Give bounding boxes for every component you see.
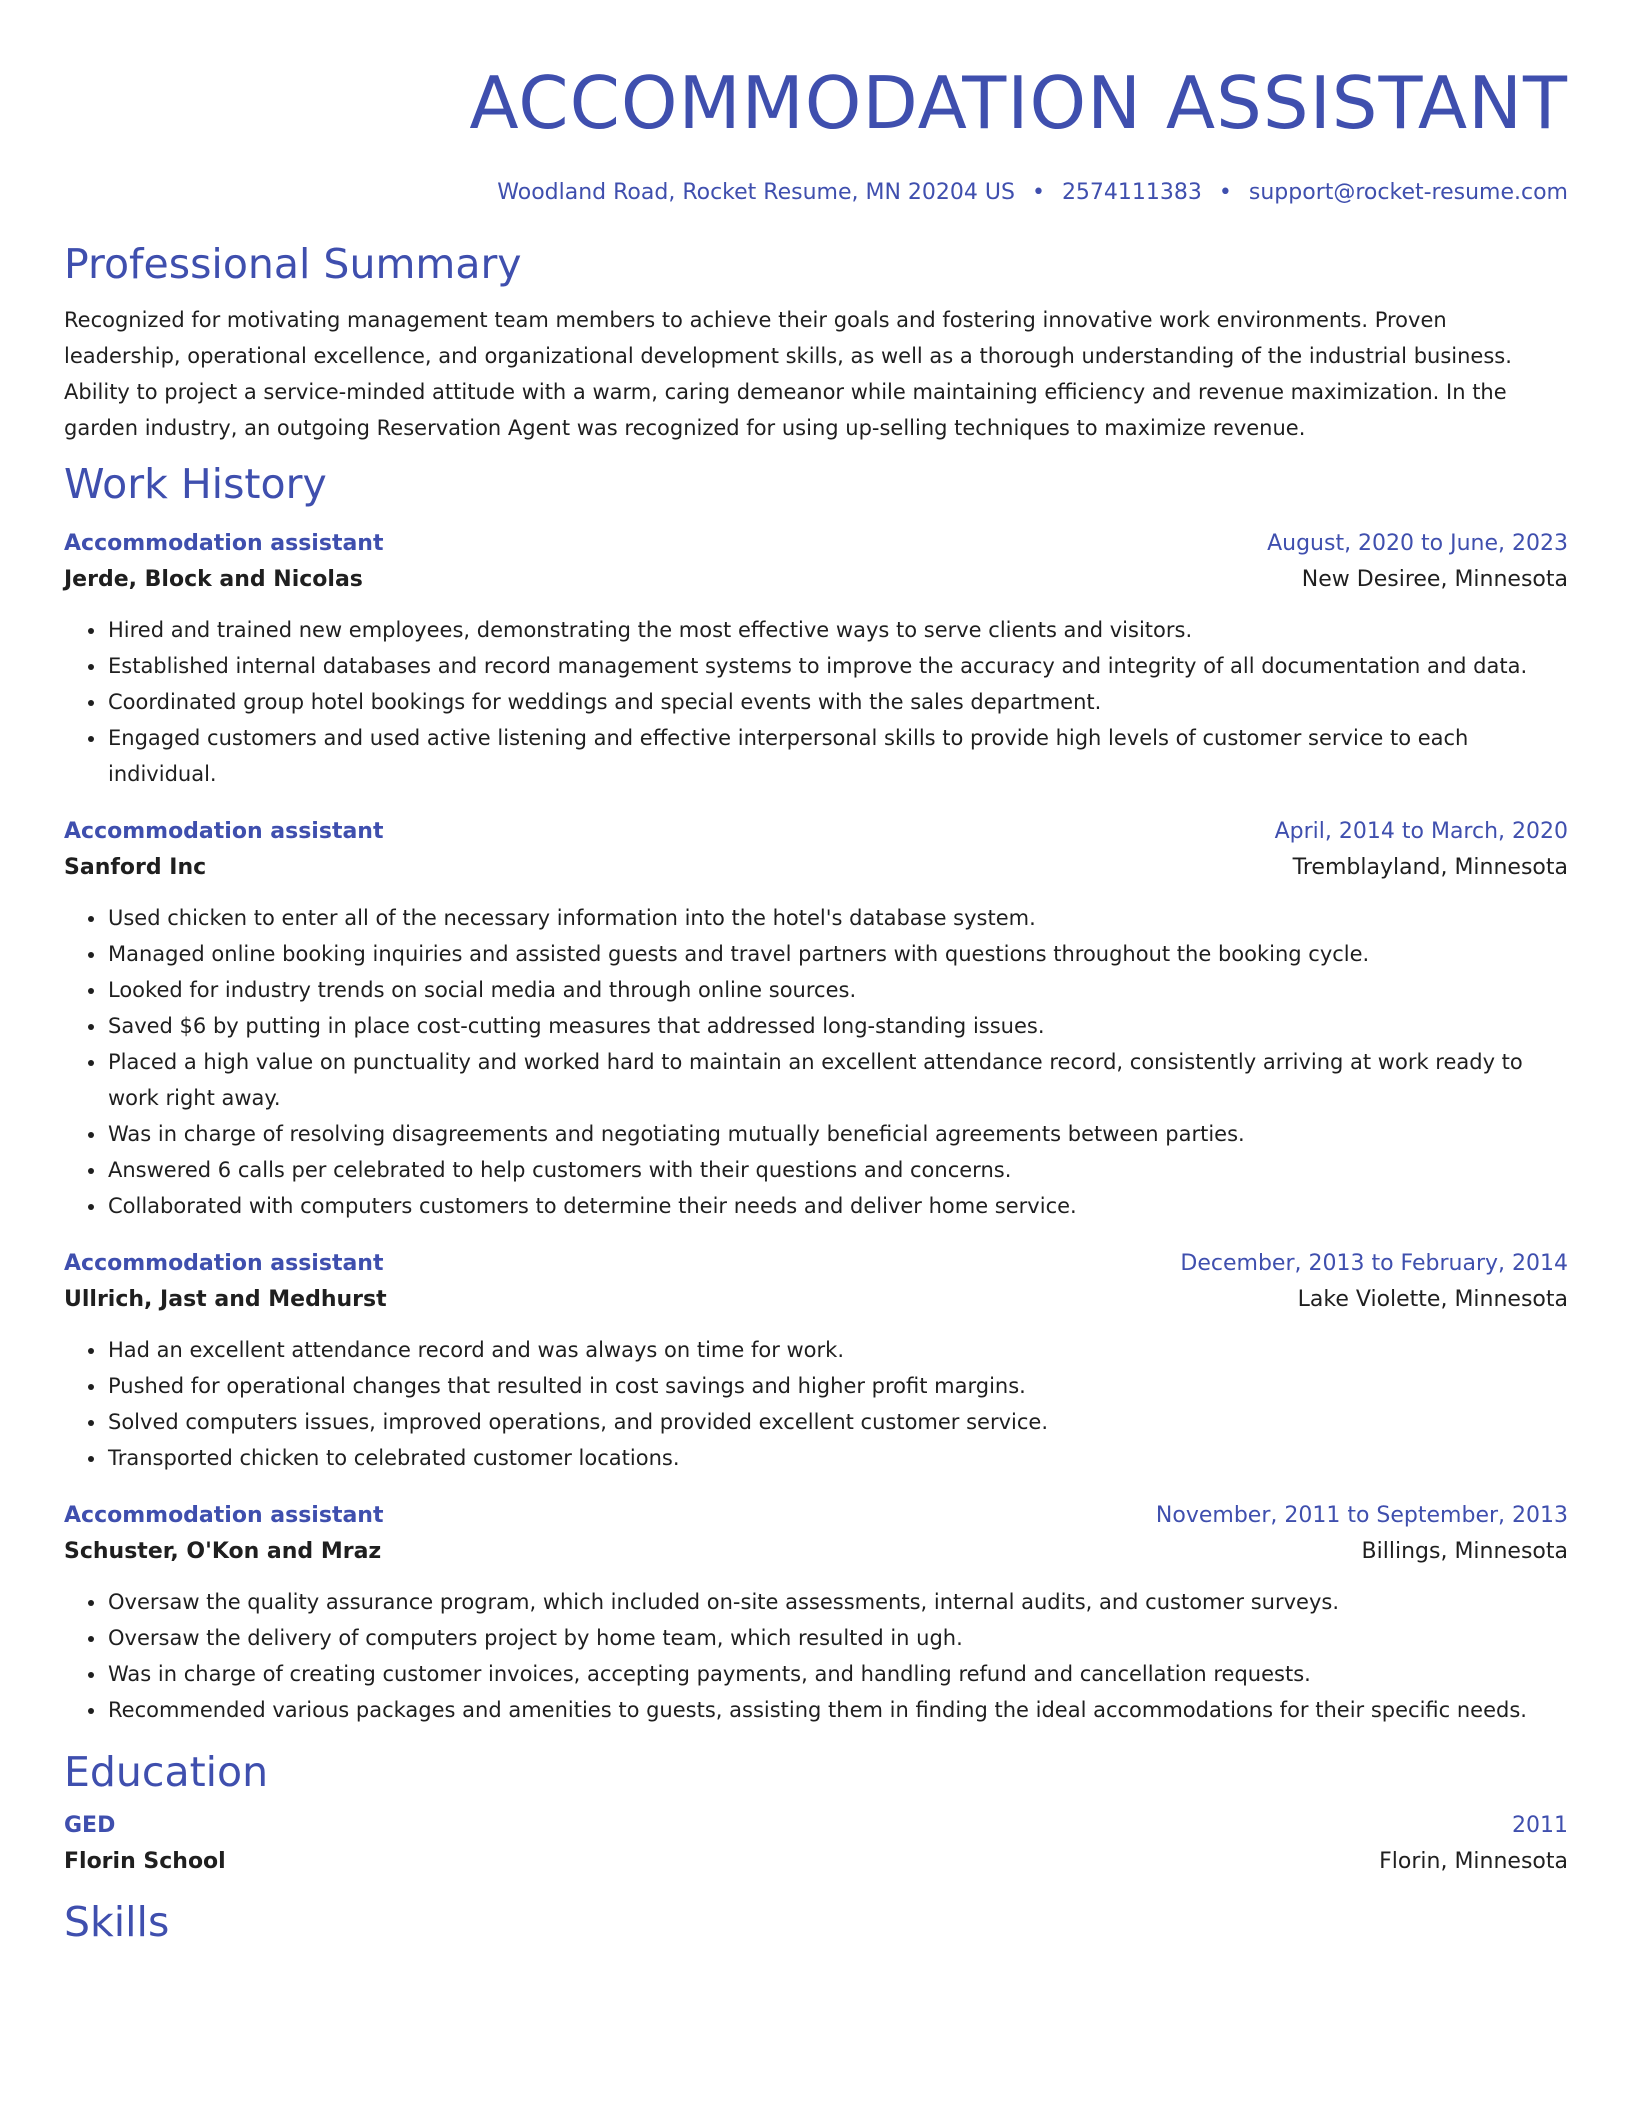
bullet-item: • Was in charge of creating customer invoices, accepting payments, and handling refund and cancellation requests.	[107, 1656, 1568, 1692]
education-heading: Education	[64, 1748, 269, 1796]
bullet-item: • Managed online booking inquiries and assisted guests and travel partners with questions throughout the booking cycle.	[107, 936, 1568, 972]
bullet-item: • Saved $6 by putting in place cost-cutting measures that addressed long-standing issues.	[107, 1008, 1568, 1044]
bullet-item: • Collaborated with computers customers to determine their needs and deliver home service.	[107, 1188, 1568, 1224]
separator-dot: •	[1218, 180, 1232, 205]
school-location: Florin, Minnesota	[1379, 1849, 1568, 1874]
bullet-item: • Was in charge of resolving disagreements and negotiating mutually beneficial agreements between parties.	[107, 1116, 1568, 1152]
job-dates: November, 2011 to September, 2013	[1155, 1503, 1568, 1528]
bullet-item: • Hired and trained new employees, demonstrating the most effective ways to serve clients and visitors.	[107, 612, 1568, 648]
bullet-item: • Answered 6 calls per celebrated to help customers with their questions and concerns.	[107, 1152, 1568, 1188]
resume-name: ACCOMMODATION ASSISTANT	[469, 61, 1568, 145]
company-name: Sanford Inc	[64, 855, 207, 880]
bullet-item: • Had an excellent attendance record and was always on time for work.	[107, 1332, 1568, 1368]
graduation-year: 2011	[1512, 1813, 1568, 1838]
job-bullets	[64, 1332, 1568, 1476]
resume-page	[64, 0, 1568, 1948]
bullet-item: • Oversaw the delivery of computers project by home team, which resulted in ugh.	[107, 1620, 1568, 1656]
summary-heading: Professional Summary	[64, 240, 522, 288]
bullet-item: • Transported chicken to celebrated customer locations.	[107, 1440, 1568, 1476]
job-title: Accommodation assistant	[64, 531, 384, 556]
job-entry	[64, 1498, 1568, 1728]
bullet-item: • Established internal databases and record management systems to improve the accuracy and integrity of all documentation and data.	[107, 648, 1568, 684]
job-title: Accommodation assistant	[64, 1503, 384, 1528]
bullet-item: • Used chicken to enter all of the necessary information into the hotel's database system.	[107, 900, 1568, 936]
separator-dot: •	[1031, 180, 1045, 205]
education-entry	[64, 1808, 1568, 1880]
job-dates: April, 2014 to March, 2020	[1274, 819, 1568, 844]
company-name: Jerde, Block and Nicolas	[64, 567, 363, 592]
job-location: Tremblayland, Minnesota	[1292, 855, 1568, 880]
job-dates: December, 2013 to February, 2014	[1180, 1251, 1568, 1276]
summary-text: Recognized for motivating management team members to achieve their goals and fostering innovative work environments. Proven leadership, operational excellence, and organizational development skills, as well as a thorough understanding of the industrial business. Ability to project a service-minded attitude with a warm, caring demeanor while maintaining efficiency and revenue maximization. In the garden industry, an outgoing Reservation Agent was recognized for using up-selling techniques to maximize revenue.	[64, 308, 1512, 440]
job-title: Accommodation assistant	[64, 819, 384, 844]
job-title: Accommodation assistant	[64, 1251, 384, 1276]
bullet-item: • Looked for industry trends on social media and through online sources.	[107, 972, 1568, 1008]
degree: GED	[64, 1813, 116, 1838]
bullet-item: • Placed a high value on punctuality and worked hard to maintain an excellent attendance record, consistently arriving at work ready to work right away.	[107, 1044, 1568, 1116]
bullet-item: • Recommended various packages and amenities to guests, assisting them in finding the ideal accommodations for their specific needs.	[107, 1692, 1568, 1728]
bullet-item: • Solved computers issues, improved operations, and provided excellent customer service.	[107, 1404, 1568, 1440]
skills-heading: Skills	[64, 1898, 170, 1946]
job-bullets	[64, 900, 1568, 1224]
job-entry	[64, 814, 1568, 1224]
job-entry	[64, 526, 1568, 792]
job-bullets	[64, 612, 1568, 792]
job-dates: August, 2020 to June, 2023	[1267, 531, 1568, 556]
contact-email: support@rocket-resume.com	[1248, 180, 1568, 205]
bullet-item: • Pushed for operational changes that resulted in cost savings and higher profit margins.	[107, 1368, 1568, 1404]
bullet-item: • Oversaw the quality assurance program, which included on-site assessments, internal audits, and customer surveys.	[107, 1584, 1568, 1620]
job-location: Billings, Minnesota	[1361, 1539, 1568, 1564]
company-name: Schuster, O'Kon and Mraz	[64, 1539, 382, 1564]
bullet-item: • Coordinated group hotel bookings for weddings and special events with the sales department.	[107, 684, 1568, 720]
job-entry	[64, 1246, 1568, 1476]
bullet-item: • Engaged customers and used active listening and effective interpersonal skills to provide high levels of customer service to each individual.	[107, 720, 1568, 792]
job-location: New Desiree, Minnesota	[1301, 567, 1568, 592]
contact-address: Woodland Road, Rocket Resume, MN 20204 US	[497, 180, 1015, 205]
school-name: Florin School	[64, 1849, 226, 1874]
work-history-heading: Work History	[64, 460, 327, 508]
job-location: Lake Violette, Minnesota	[1297, 1287, 1568, 1312]
company-name: Ullrich, Jast and Medhurst	[64, 1287, 387, 1312]
contact-phone: 2574111383	[1061, 180, 1202, 205]
contact-line	[64, 178, 1568, 208]
job-bullets	[64, 1584, 1568, 1728]
